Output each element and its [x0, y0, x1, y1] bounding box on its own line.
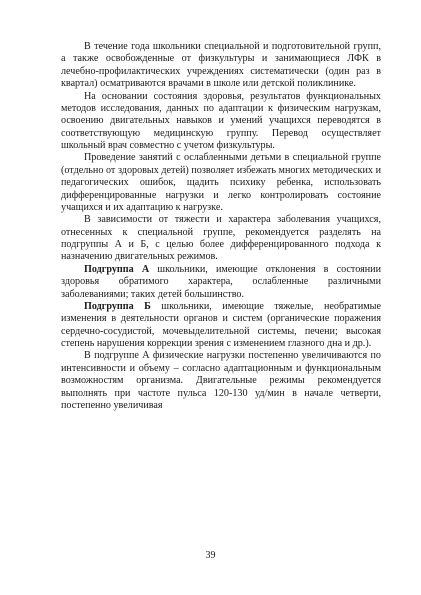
- paragraph-5: [61, 264, 381, 301]
- paragraph-6: [61, 301, 381, 351]
- subgroup-a-heading: Подгруппа А: [84, 263, 150, 275]
- paragraph-7: В подгруппе А физические нагрузки постепенно увеличиваются по интенсивности и объему – согласно адаптационным и функциональным возможностям организма. Двигательные режимы рекомендуется выполнять при частоте пульса 120-130 уд/мин в начале четверти, постепенно увеличивая: [61, 350, 381, 411]
- subgroup-a-text: школьники, имеющие отклонения в состоянии здоровья обратимого характера, ослабленные различными заболеваниями; таких детей большинство.: [61, 263, 381, 300]
- subgroup-b-text: школьники, имеющие тяжелые, необратимые изменения в деятельности органов и систем (органические поражения сердечно-сосудистой, мочевыделительной системы, печени; высокая степень нарушения коррекции зрения с изменением глазного дна и др.).: [61, 300, 381, 349]
- paragraph-2: На основании состояния здоровья, результатов функциональных методов исследования, данных по адаптации к физическим нагрузкам, освоению двигательных навыков и умений учащихся переводятся в соответствующую медицинскую группу. Перевод осуществляет школьный врач совместно с учетом физкультуры.: [61, 90, 381, 151]
- paragraph-4: В зависимости от тяжести и характера заболевания учащихся, отнесенных к специальной группе, рекомендуется разделять на подгруппы А и Б, с целью более дифференцированного подхода к назначению двигательных режимов.: [61, 214, 381, 263]
- paragraph-1: В течение года школьники специальной и подготовительной групп, а также освобожденные от физкультуры и занимающиеся ЛФК в лечебно-профилактических учреждениях систематически (один раз в квартал) осматриваются врачами в школе или детской поликлинике.: [61, 41, 381, 90]
- paragraph-3: Проведение занятий с ослабленными детьми в специальной группе (отдельно от здоровых детей) позволяет избежать многих методических и педагогических ошибок, щадить психику ребенка, использовать дифференцированные нагрузки и легко контролировать состояние учащихся и их адаптацию к нагрузке.: [61, 152, 381, 213]
- page-number: 39: [205, 550, 216, 561]
- body-text: [61, 41, 381, 412]
- subgroup-b-heading: Подгруппа Б: [84, 300, 151, 312]
